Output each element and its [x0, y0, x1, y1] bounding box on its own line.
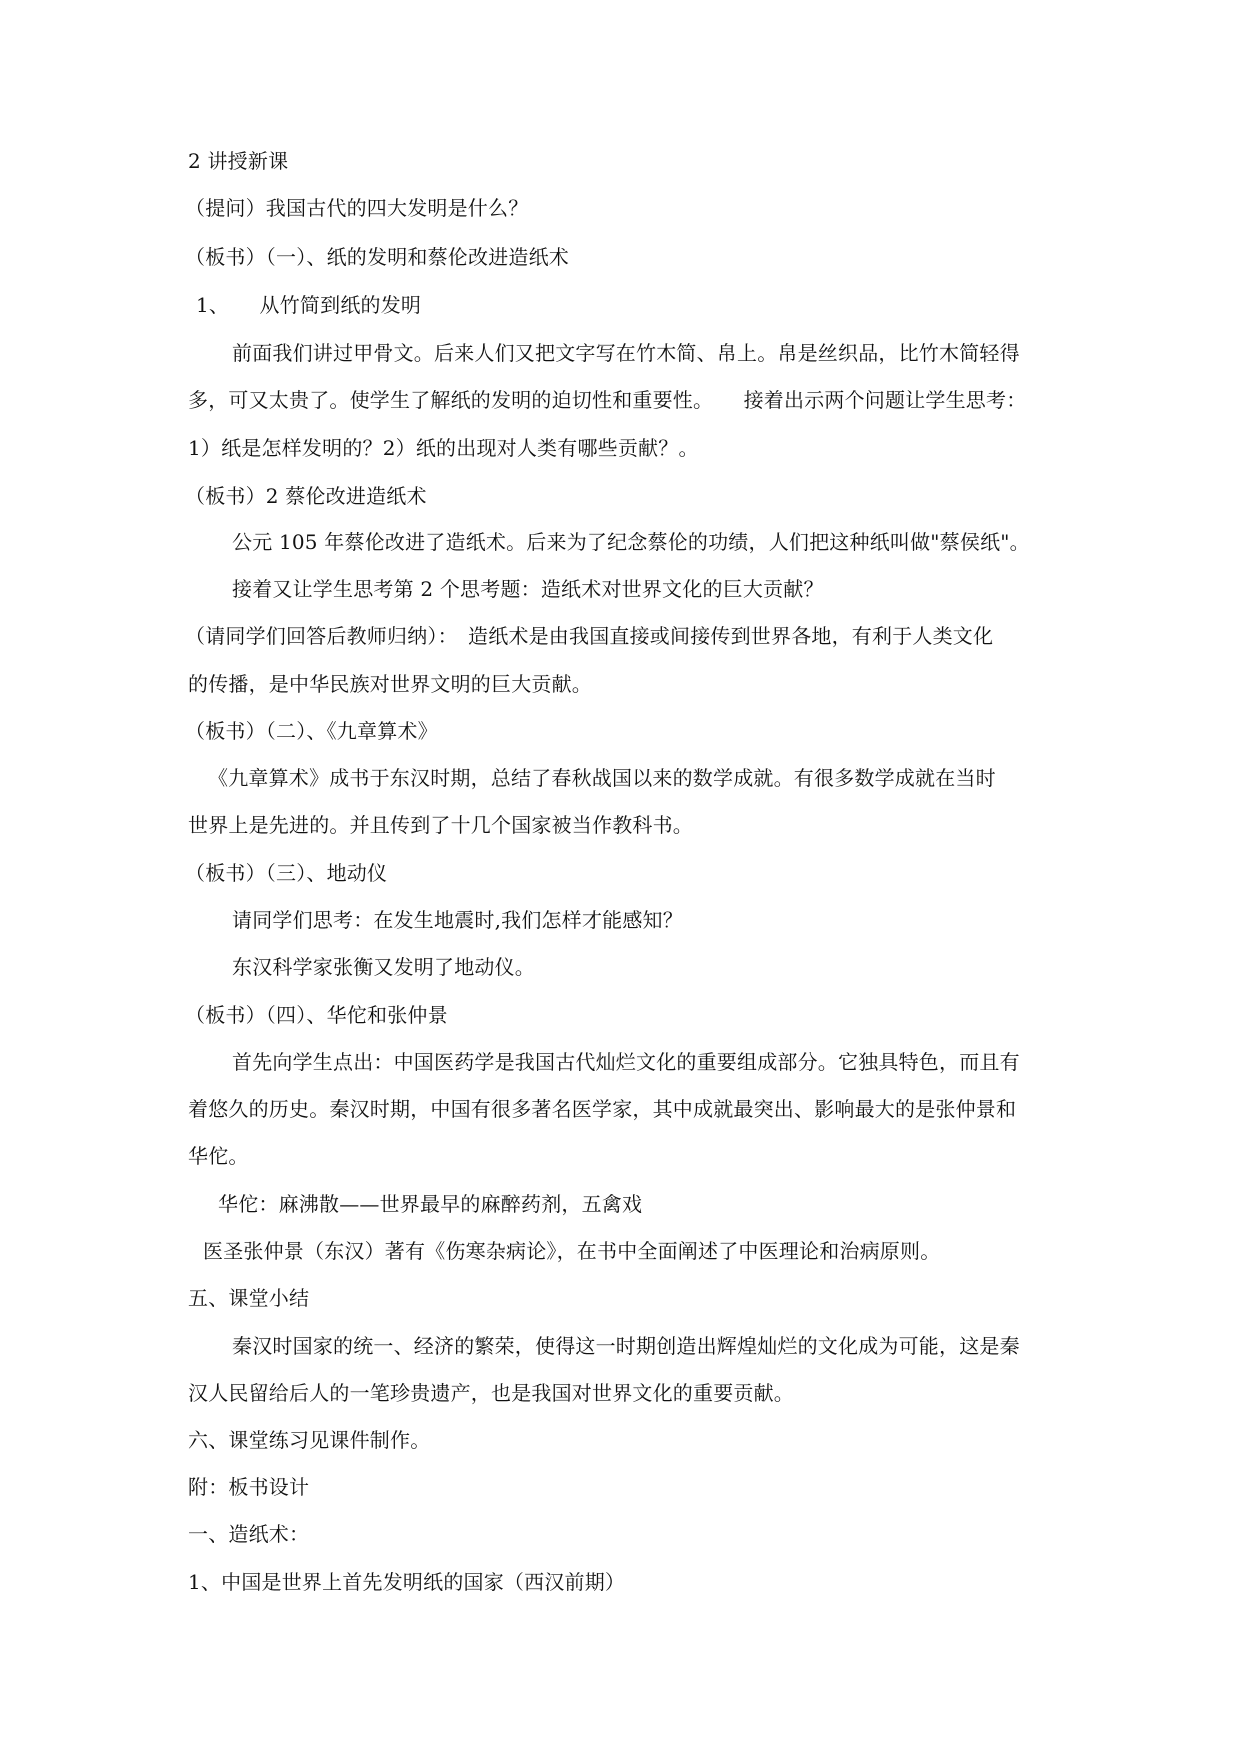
paragraph-line: 世界上是先进的。并且传到了十几个国家被当作教科书。: [188, 813, 693, 837]
section-heading: 2 讲授新课: [188, 149, 289, 173]
paragraph-line: 1）纸是怎样发明的？2）纸的出现对人类有哪些贡献？。: [188, 436, 699, 460]
paragraph-line: 华佗。: [188, 1144, 249, 1168]
paragraph-line: 东汉科学家张衡又发明了地动仪。: [232, 955, 535, 979]
section-heading: 六、课堂练习见课件制作。: [188, 1428, 431, 1452]
board-heading: （板书）（三）、地动仪: [185, 861, 388, 885]
paragraph-line: 着悠久的历史。秦汉时期，中国有很多著名医学家，其中成就最突出、影响最大的是张仲景和: [188, 1097, 1017, 1121]
paragraph-line: 秦汉时国家的统一、经济的繁荣，使得这一时期创造出辉煌灿烂的文化成为可能，这是秦: [232, 1334, 1020, 1358]
board-heading: （板书）2 蔡伦改进造纸术: [185, 484, 427, 508]
paragraph-line: 汉人民留给后人的一笔珍贵遗产，也是我国对世界文化的重要贡献。: [188, 1381, 794, 1405]
paragraph-line: 1、中国是世界上首先发明纸的国家（西汉前期）: [188, 1570, 626, 1594]
paragraph-line: 首先向学生点出：中国医药学是我国古代灿烂文化的重要组成部分。它独具特色，而且有: [232, 1050, 1020, 1074]
subheading: 1、 从竹简到纸的发明: [196, 293, 422, 317]
paragraph-line: 医圣张仲景（东汉）著有《伤寒杂病论》，在书中全面阐述了中医理论和治病原则。: [203, 1239, 941, 1263]
board-heading: （板书）（二）、《九章算术》: [185, 719, 438, 743]
paragraph-line: （请同学们回答后教师归纳）： 造纸术是由我国直接或间接传到世界各地，有利于人类文化: [185, 624, 994, 648]
section-heading: 附：板书设计: [188, 1475, 310, 1499]
board-heading: （板书）（四）、华佗和张仲景: [185, 1003, 448, 1027]
paragraph-line: 前面我们讲过甲骨文。后来人们又把文字写在竹木简、帛上。帛是丝织品，比竹木简轻得: [232, 341, 1020, 365]
board-heading: （板书）（一）、纸的发明和蔡伦改进造纸术: [185, 245, 569, 269]
paragraph-line: 接着又让学生思考第 2 个思考题：造纸术对世界文化的巨大贡献？: [232, 577, 824, 601]
paragraph-line: 一、造纸术：: [188, 1522, 310, 1546]
paragraph-line: 《九章算术》成书于东汉时期，总结了春秋战国以来的数学成就。有很多数学成就在当时: [208, 766, 996, 790]
paragraph-line: 请同学们思考：在发生地震时,我们怎样才能感知？: [232, 908, 683, 932]
paragraph-line: 华佗：麻沸散——世界最早的麻醉药剂，五禽戏: [218, 1192, 643, 1216]
paragraph-line: 公元 105 年蔡伦改进了造纸术。后来为了纪念蔡伦的功绩，人们把这种纸叫做"蔡侯纸"。: [232, 530, 1030, 554]
section-heading: 五、课堂小结: [188, 1286, 310, 1310]
paragraph-line: 的传播，是中华民族对世界文明的巨大贡献。: [188, 672, 592, 696]
paragraph-line: 多，可又太贵了。使学生了解纸的发明的迫切性和重要性。 接着出示两个问题让学生思考：: [188, 388, 1027, 412]
paragraph-line: （提问）我国古代的四大发明是什么？: [185, 196, 529, 220]
